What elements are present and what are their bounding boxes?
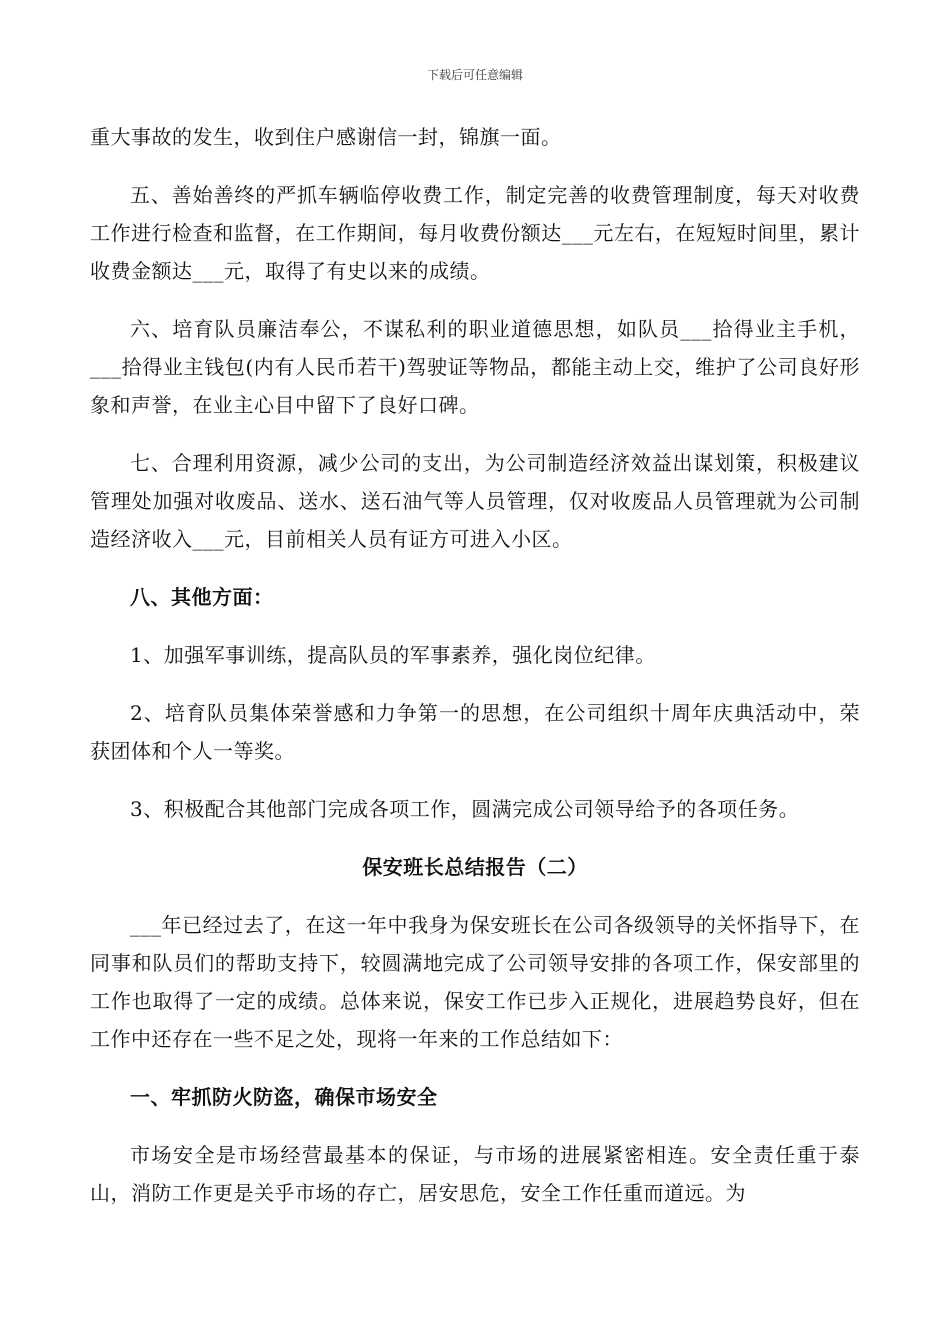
paragraph: 七、合理利用资源，减少公司的支出，为公司制造经济效益出谋划策，积极建议管理处加强对收废品、送水、送石油气等人员管理，仅对收废品人员管理就为公司制造经济收入___元，目前相关人员有证方可进入小区。 (90, 451, 860, 551)
report-title: 保安班长总结报告（二） (362, 855, 588, 879)
page-header: 下载后可任意编辑 (426, 68, 523, 82)
document-body (90, 118, 860, 1212)
section-heading: 八、其他方面： (130, 585, 274, 609)
list-item: 1、加强军事训练，提高队员的军事素养，强化岗位纪律。 (130, 643, 656, 667)
list-item: 2、培育队员集体荣誉感和力争第一的思想，在公司组织十周年庆典活动中，荣获团体和个人一等奖。 (90, 701, 860, 763)
paragraph: 五、善始善终的严抓车辆临停收费工作，制定完善的收费管理制度，每天对收费工作进行检查和监督，在工作期间，每月收费份额达___元左右，在短短时间里，累计收费金额达___元，取得了有史以来的成绩。 (90, 183, 860, 283)
paragraph: 市场安全是市场经营最基本的保证，与市场的进展紧密相连。安全责任重于泰山，消防工作更是关乎市场的存亡，居安思危，安全工作任重而道远。为 (90, 1143, 860, 1205)
section-heading: 一、牢抓防火防盗，确保市场安全 (130, 1085, 438, 1109)
list-item: 3、积极配合其他部门完成各项工作，圆满完成公司领导给予的各项任务。 (130, 797, 800, 821)
paragraph: 重大事故的发生，收到住户感谢信一封，锦旗一面。 (90, 125, 562, 149)
paragraph: 六、培育队员廉洁奉公，不谋私利的职业道德思想，如队员___拾得业主手机，___拾得业主钱包(内有人民币若干)驾驶证等物品，都能主动上交，维护了公司良好形象和声誉，在业主心目中留下了良好口碑。 (90, 317, 860, 417)
paragraph: ___年已经过去了，在这一年中我身为保安班长在公司各级领导的关怀指导下，在同事和队员们的帮助支持下，较圆满地完成了公司领导安排的各项工作，保安部里的工作也取得了一定的成绩。总体来说，保安工作已步入正规化，进展趋势良好，但在工作中还存在一些不足之处，现将一年来的工作总结如下： (90, 913, 860, 1051)
